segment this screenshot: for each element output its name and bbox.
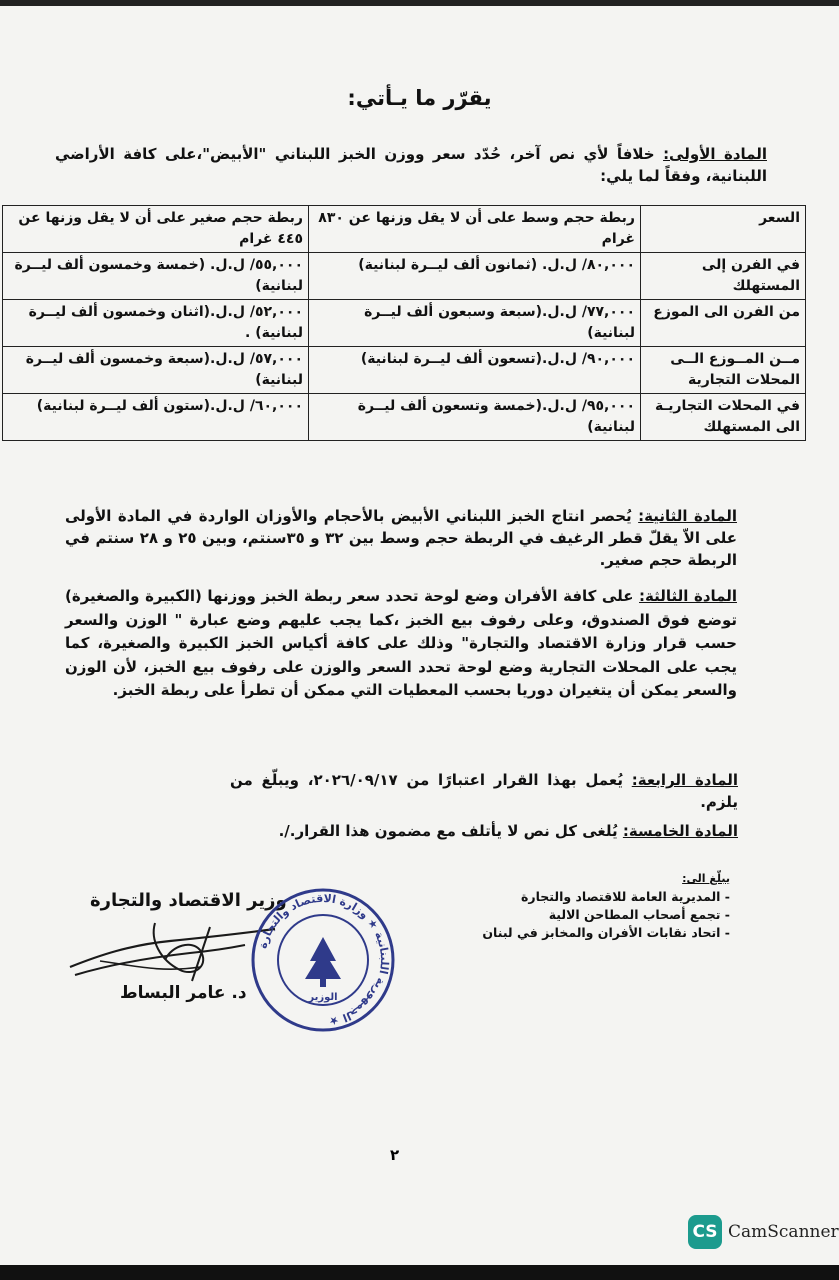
minister-title: وزير الاقتصاد والتجارة: [90, 890, 287, 911]
distribution-title: يبلّغ الى:: [682, 872, 730, 885]
table-header-cell: السعر: [641, 206, 806, 253]
article-5-text: يُلغى كل نص لا يأتلف مع مضمون هذا القرار./.: [278, 822, 618, 840]
article-1-text: خلافاً لأي نص آخر، حُدّد سعر ووزن الخبز اللبناني "الأبيض"،على كافة الأراضي اللبنانية، وفقاً لما يلي:: [55, 145, 767, 185]
table-header-cell: ربطة حجم وسط على أن لا يقل وزنها عن ٨٣٠ غرام: [309, 206, 641, 253]
table-row: [3, 347, 806, 394]
article-2-label: المادة الثانية:: [638, 507, 737, 525]
article-3-text: على كافة الأفران وضع لوحة تحدد سعر ربطة الخبز ووزنها (الكبيرة والصغيرة) توضع فوق الصندوق، وعلى رفوف بيع الخبز ،كما يجب عليهم وضع عبارة " الوزن والسعر حسب قرار وزارة الاقتصاد والتجارة" وذلك على كافة أكياس الخبز الكبيرة والصغيرة، كما يجب على المحلات التجارية وضع لوحة تحدد السعر والوزن على رفوف بيع الخبز، لأن الوزن والسعر يمكن أن يتغيران دوريا بحسب المعطيات التي ممكن أن تطرأ على ربطة الخبز.: [65, 587, 737, 699]
table-cell-stage: في المحلات التجاريـة الى المستهلك: [641, 394, 806, 441]
official-stamp: [248, 885, 398, 1035]
article-1: [55, 143, 767, 187]
table-header-row: [3, 206, 806, 253]
table-row: [3, 253, 806, 300]
scan-bottom-edge: [0, 1265, 839, 1280]
table-cell-stage: من الفرن الى الموزع: [641, 300, 806, 347]
article-4: [230, 769, 738, 813]
table-cell-small: ٥٥,٠٠٠/ ل.ل. (خمسة وخمسون ألف ليــرة لبنانية): [3, 253, 309, 300]
page-number: ٢: [390, 1146, 400, 1164]
table-cell-small: ٥٢,٠٠٠/ ل.ل.(اثنان وخمسون ألف ليــرة لبنانية) .: [3, 300, 309, 347]
article-4-text: يُعمل بهذا القرار اعتبارًا من ٢٠٢٦/٠٩/١٧، ويبلّغ من يلزم.: [230, 771, 738, 811]
svg-text:الوزير: الوزير: [308, 992, 338, 1003]
decision-heading: يقرّر ما يـأتي:: [347, 86, 492, 110]
camscanner-logo-icon: CS: [688, 1215, 722, 1249]
table-row: [3, 394, 806, 441]
camscanner-text: CamScanner: [728, 1222, 839, 1242]
svg-text:الجمهورية اللبنانية ★ وزارة ال: الجمهورية اللبنانية ★ وزارة الاقتصاد والتجارة ★: [256, 891, 392, 1028]
table-cell-stage: في الفرن إلى المستهلك: [641, 253, 806, 300]
list-item: - اتحاد نقابات الأفران والمخابز في لبنان: [482, 925, 730, 940]
minister-name: د. عامر البساط: [120, 983, 247, 1003]
article-1-label: المادة الأولى:: [663, 145, 767, 163]
table-cell-medium: ٧٧,٠٠٠/ ل.ل.(سبعة وسبعون ألف ليــرة لبنانية): [309, 300, 641, 347]
table-cell-stage: مــن المــوزع الــى المحلات التجارية: [641, 347, 806, 394]
article-3: [65, 585, 737, 703]
table-cell-small: ٥٧,٠٠٠/ ل.ل.(سبعة وخمسون ألف ليــرة لبنانية): [3, 347, 309, 394]
article-2-text: يُحصر انتاج الخبز اللبناني الأبيض بالأحجام والأوزان الواردة في المادة الأولى على الاّ يقلّ قطر الرغيف في الربطة حجم وسط بين ٣٢ و ٣٥سنتم، وبين ٢٥ و ٢٨ سنتم في الربطة حجم صغير.: [65, 507, 738, 569]
list-item: - المديرية العامة للاقتصاد والتجارة: [521, 889, 730, 904]
article-2: [65, 505, 737, 571]
article-5: [230, 820, 738, 842]
table-row: [3, 300, 806, 347]
table-cell-medium: ٨٠,٠٠٠/ ل.ل. (ثمانون ألف ليــرة لبنانية): [309, 253, 641, 300]
list-item: - تجمع أصحاب المطاحن الالية: [548, 907, 730, 922]
article-5-label: المادة الخامسة:: [622, 822, 738, 840]
scan-top-edge: [0, 0, 839, 6]
article-3-label: المادة الثالثة:: [639, 587, 737, 605]
camscanner-watermark: [688, 1215, 839, 1249]
table-cell-small: ٦٠,٠٠٠/ ل.ل.(ستون ألف ليــرة لبنانية): [3, 394, 309, 441]
table-header-cell: ربطة حجم صغير على أن لا يقل وزنها عن ٤٤٥ غرام: [3, 206, 309, 253]
article-4-label: المادة الرابعة:: [631, 771, 738, 789]
table-cell-medium: ٩٥,٠٠٠/ ل.ل.(خمسة وتسعون ألف ليــرة لبنانية): [309, 394, 641, 441]
bread-price-table: [2, 205, 806, 441]
distribution-list: [460, 870, 730, 942]
table-cell-medium: ٩٠,٠٠٠/ ل.ل.(تسعون ألف ليــرة لبنانية): [309, 347, 641, 394]
